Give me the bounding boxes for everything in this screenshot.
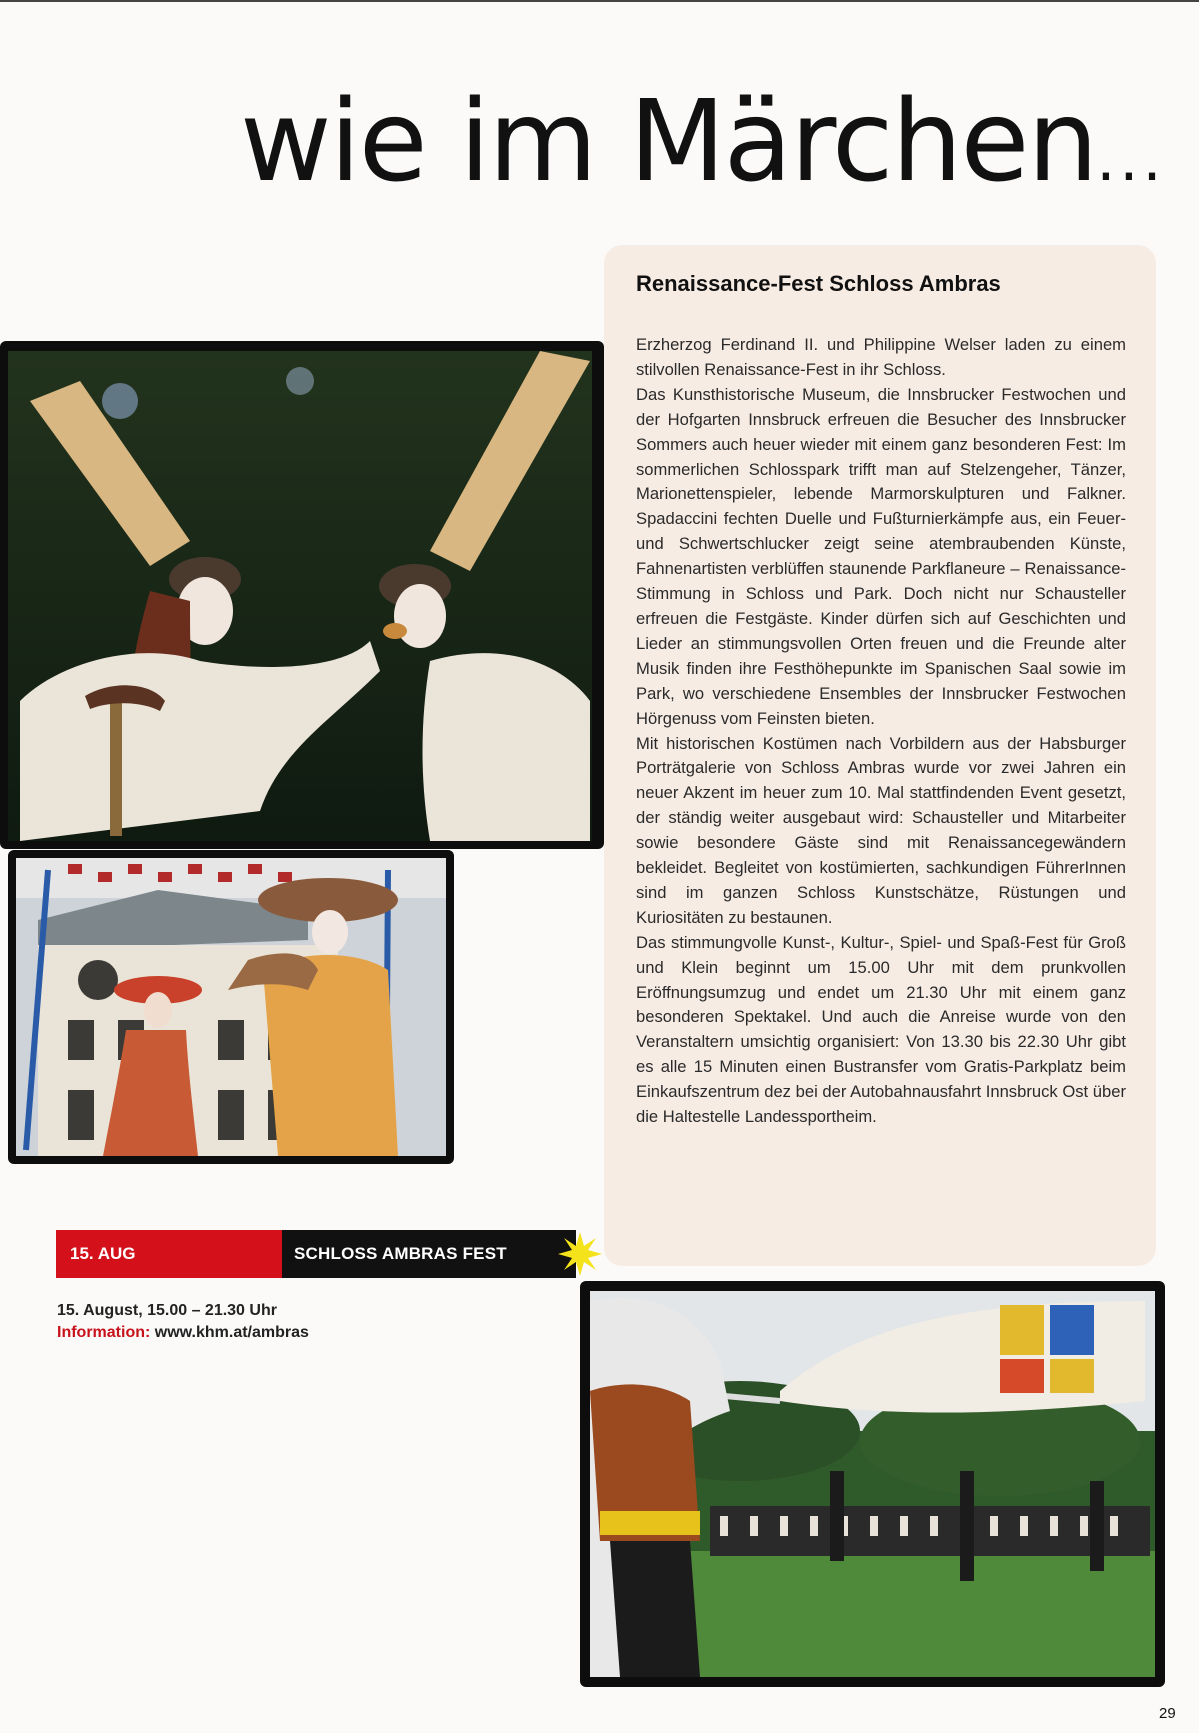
page-number: 29 (1159, 1705, 1176, 1722)
photo-costumed-figures-palace-image (8, 850, 454, 1164)
article-paragraph: Mit historischen Kostümen nach Vorbildern aus der Habsburger Porträtgalerie von Schloss Ambras wurde vor zwei Jahren ein neuer Akzent im heuer zum 10. Mal stattfindenden Event gesetzt, der ständig weiter ausgebaut wird: Schausteller und Mitarbeiter sowie besondere Gäste sind mit Renaissancegewändern bekleidet. Begleitet von kostümierten, sachkundigen FührerInnen sind im ganzen Schloss Kunstschätze, Rüstungen und Kuriositäten zu bestaunen. (636, 733, 1126, 927)
event-name-badge: SCHLOSS AMBRAS FEST (282, 1230, 576, 1278)
event-bar (56, 1230, 576, 1278)
event-details (57, 1300, 309, 1344)
photo-cone-hat-performers (0, 341, 604, 849)
photo-cone-hat-performers-image (0, 341, 604, 849)
star-burst-icon (558, 1232, 602, 1276)
article-paragraph: Erzherzog Ferdinand II. und Philippine Welser laden zu einem stilvollen Renaissance-Fest in ihr Schloss. (636, 335, 1126, 379)
event-info-label: Information: (57, 1324, 151, 1341)
article-box (604, 245, 1156, 1266)
event-info-line (57, 1322, 309, 1344)
event-info-link[interactable]: www.khm.at/ambras (154, 1324, 309, 1341)
photo-flag-wavers (580, 1281, 1165, 1687)
photo-costumed-figures-palace (8, 850, 454, 1164)
event-date-badge: 15. AUG (56, 1230, 282, 1278)
page-title (240, 77, 1166, 207)
article-heading: Renaissance-Fest Schloss Ambras (636, 271, 1001, 296)
photo-flag-wavers-image (580, 1281, 1165, 1687)
event-datetime: 15. August, 15.00 – 21.30 Uhr (57, 1302, 277, 1319)
top-rule (0, 0, 1199, 2)
title-text: wie im Märchen (240, 77, 1097, 207)
title-ellipsis: ... (1096, 125, 1166, 195)
article-paragraph: Das stimmungvolle Kunst-, Kultur-, Spiel- und Spaß-Fest für Groß und Klein beginnt um 15.00 Uhr mit dem prunkvollen Eröffnungsumzug und endet um 21.30 Uhr mit einem ganz besonderen Spektakel. Und auch die Anreise wurde von den Veranstaltern umsichtig organisiert: Von 13.30 bis 22.30 Uhr gibt es alle 15 Minuten einen Bustransfer vom Gratis-Parkplatz beim Einkaufszentrum dez bei der Autobahnausfahrt Innsbruck Ost über die Haltestelle Landessportheim. (636, 932, 1126, 1127)
article-paragraph: Das Kunsthistorische Museum, die Innsbrucker Festwochen und der Hofgarten Innsbruck erfreuen die Besucher des Innsbrucker Sommers auch heuer wieder mit einem ganz besonderen Fest: Im sommerlichen Schlosspark trifft man auf Stelzengeher, Tänzer, Marionettenspieler, lebende Marmorskulpturen und Falkner. Spadaccini fechten Duelle und Fußturnierkämpfe aus, ein Feuer- und Schwertschlucker zeigt seine atembraubenden Künste, Fahnenartisten verblüffen staunende Parkflaneure – Renaissance-Stimmung in Schloss und Park. Doch nicht nur Schausteller erfreuen die Festgäste. Kinder dürfen sich auf Geschichten und Lieder an stimmungsvollen Orten freuen und die Freunde alter Musik finden ihre Festhöhepunkte im Spanischen Saal sowie im Park, wo verschiedene Ensembles der Innsbrucker Festwochen Hörgenuss vom Feinsten bieten. (636, 384, 1126, 728)
